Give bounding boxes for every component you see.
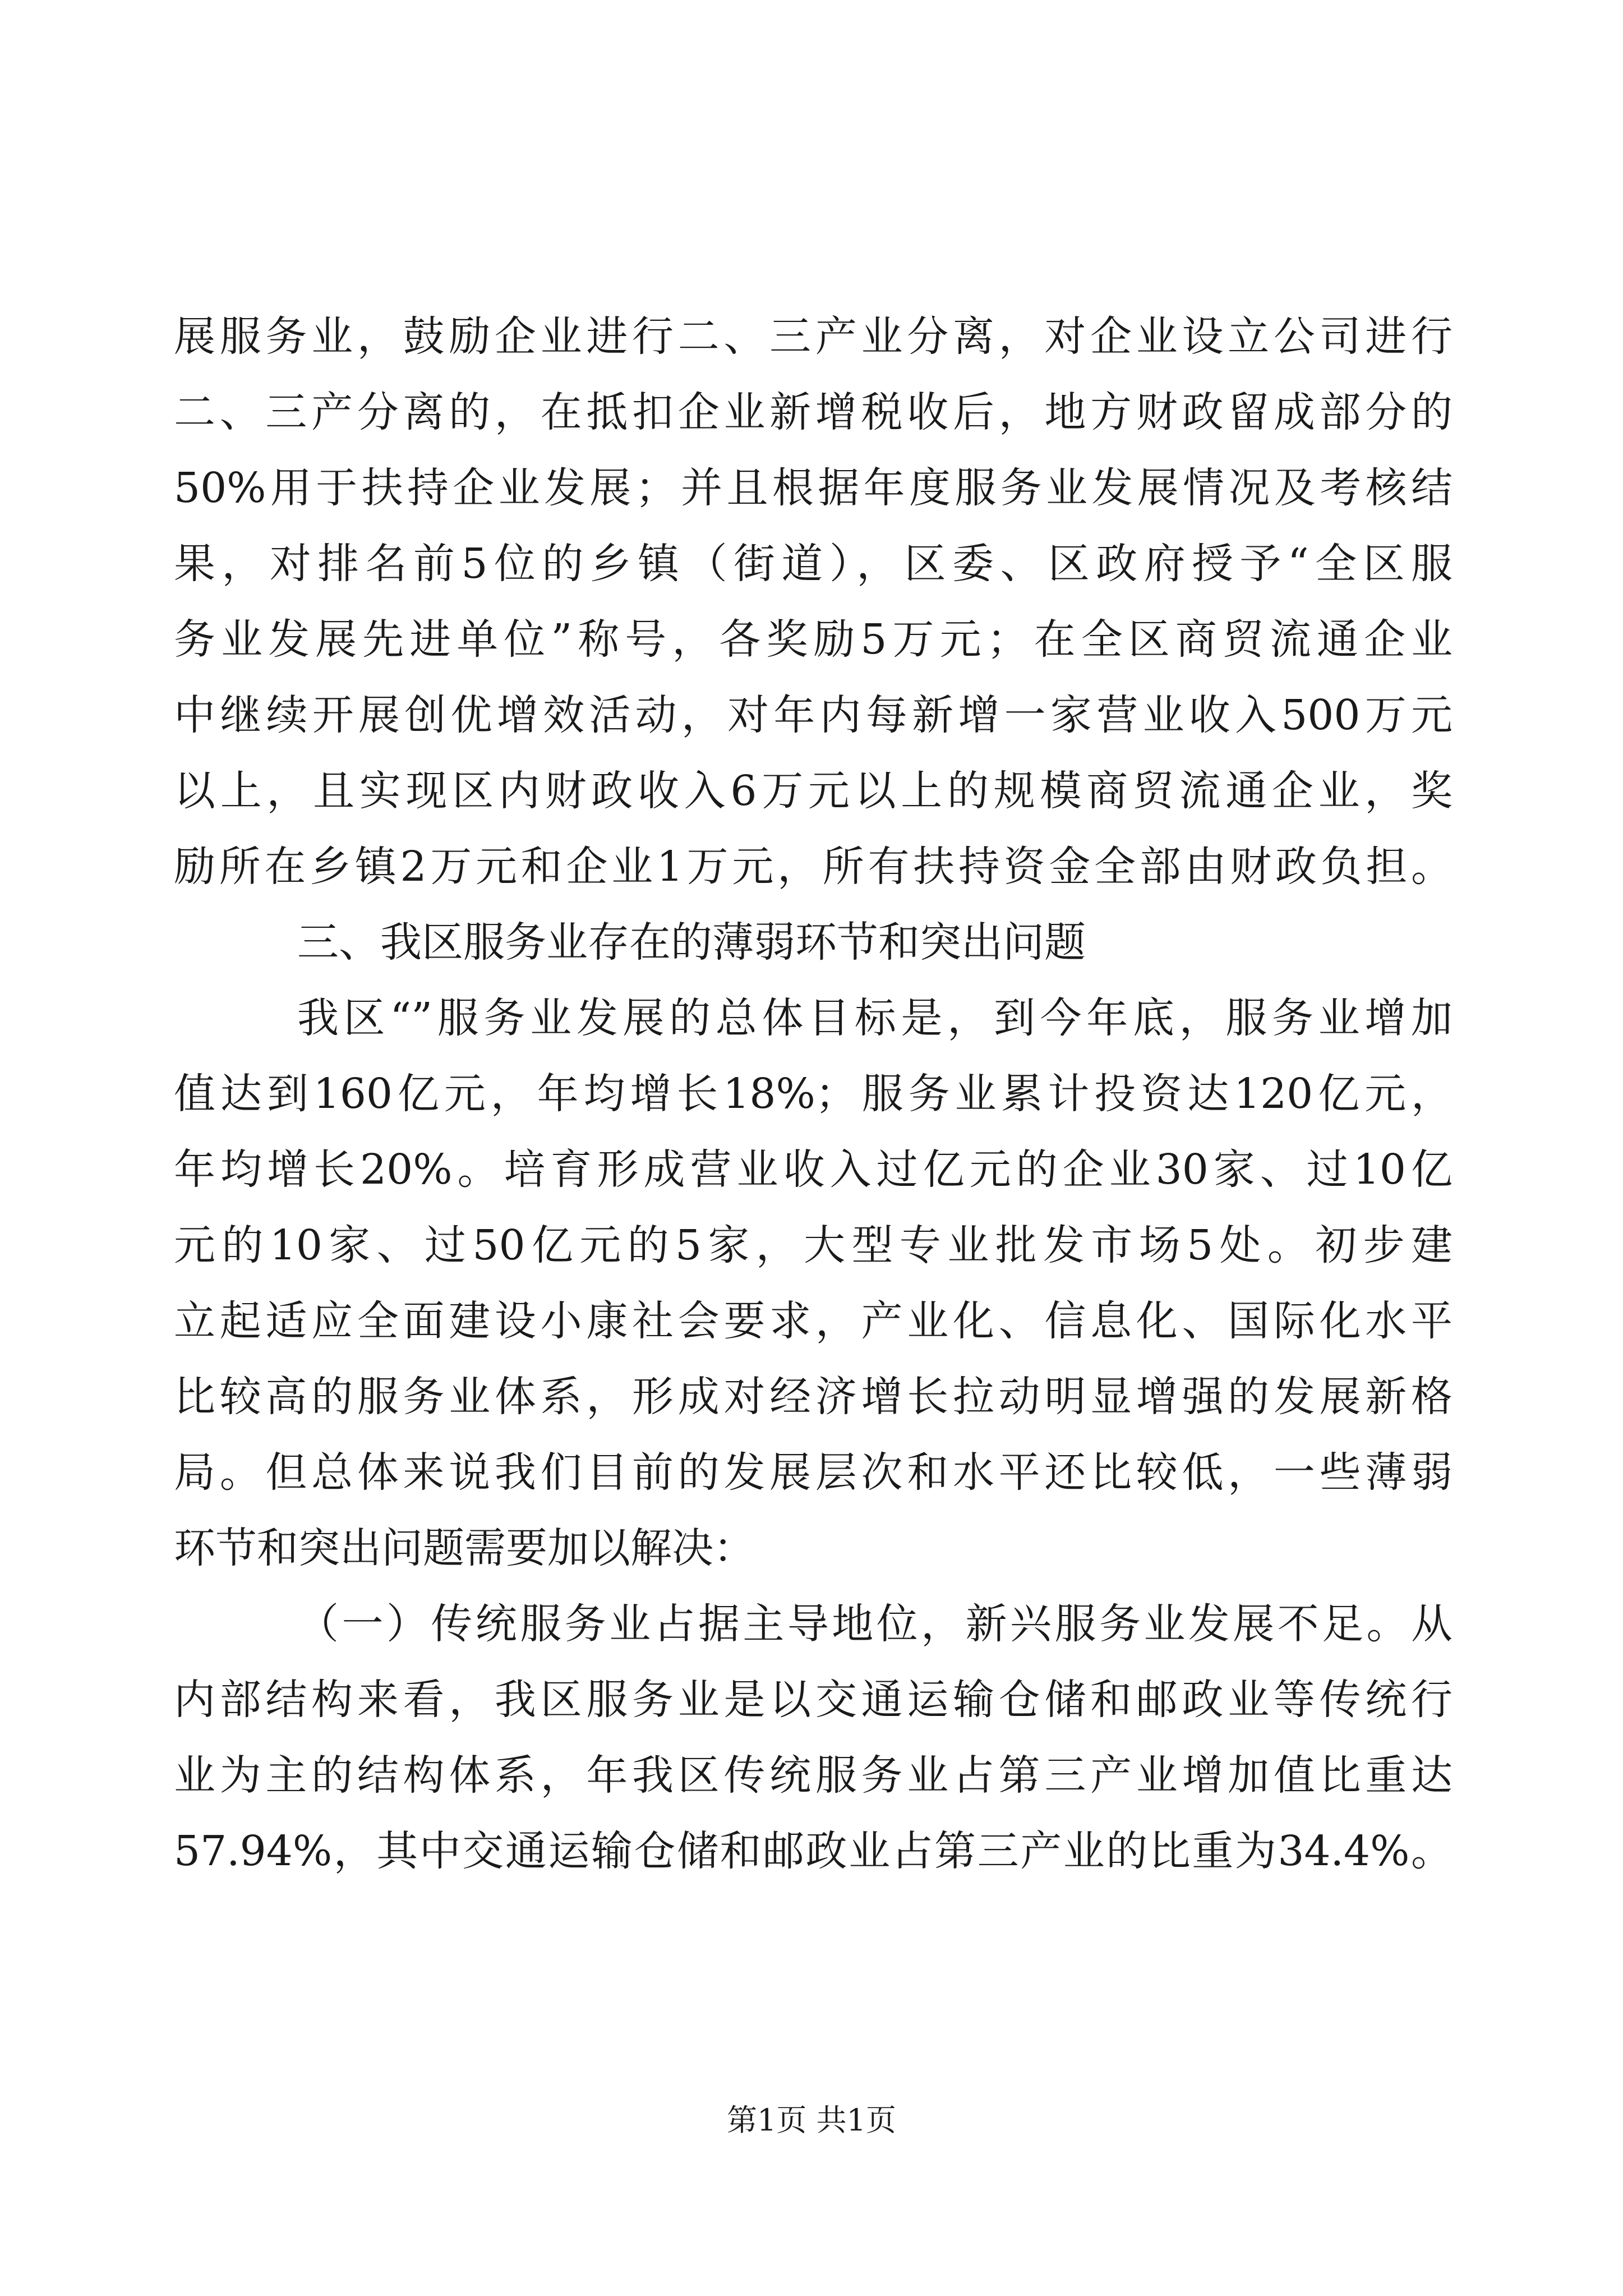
body-text-line: （一）传统服务业占据主导地位，新兴服务业发展不足。从 — [297, 1600, 1453, 1648]
body-text-line: 元的10家、过50亿元的5家，大型专业批发市场5处。初步建 — [174, 1221, 1453, 1269]
body-text-line: 果，对排名前5位的乡镇（街道），区委、区政府授予“全区服 — [174, 540, 1453, 588]
body-text-line: 局。但总体来说我们目前的发展层次和水平还比较低，一些薄弱 — [174, 1448, 1453, 1497]
body-text-line: 业为主的结构体系，年我区传统服务业占第三产业增加值比重达 — [174, 1751, 1453, 1800]
body-text-line: 以上，且实现区内财政收入6万元以上的规模商贸流通企业，奖 — [174, 767, 1453, 815]
body-text-line: 年均增长20%。培育形成营业收入过亿元的企业30家、过10亿 — [174, 1145, 1453, 1194]
body-text-line: 我区“”服务业发展的总体目标是，到今年底，服务业增加 — [297, 994, 1453, 1042]
body-text-line: 务业发展先进单位”称号，各奖励5万元；在全区商贸流通企业 — [174, 615, 1453, 664]
page-number-footer: 第1页 共1页 — [727, 2102, 896, 2138]
body-text-line: 内部结构来看，我区服务业是以交通运输仓储和邮政业等传统行 — [174, 1676, 1453, 1724]
body-text-line: 比较高的服务业体系，形成对经济增长拉动明显增强的发展新格 — [174, 1373, 1453, 1421]
body-text-line: 中继续开展创优增效活动，对年内每新增一家营业收入500万元 — [174, 691, 1453, 739]
body-text-line: 立起适应全面建设小康社会要求，产业化、信息化、国际化水平 — [174, 1297, 1453, 1345]
section-heading: 三、我区服务业存在的薄弱环节和突出问题 — [297, 918, 1086, 967]
body-text-line: 二、三产分离的，在抵扣企业新增税收后，地方财政留成部分的 — [174, 388, 1453, 436]
body-text-line: 环节和突出问题需要加以解决： — [174, 1524, 755, 1572]
body-text-line: 57.94%，其中交通运输仓储和邮政业占第三产业的比重为34.4%。 — [174, 1827, 1453, 1875]
body-text-line: 励所在乡镇2万元和企业1万元，所有扶持资金全部由财政负担。 — [174, 843, 1453, 891]
body-text-line: 50%用于扶持企业发展；并且根据年度服务业发展情况及考核结 — [174, 464, 1453, 512]
body-text-line: 展服务业，鼓励企业进行二、三产业分离，对企业设立公司进行 — [174, 312, 1453, 361]
body-text-line: 值达到160亿元，年均增长18%；服务业累计投资达120亿元， — [174, 1070, 1453, 1118]
